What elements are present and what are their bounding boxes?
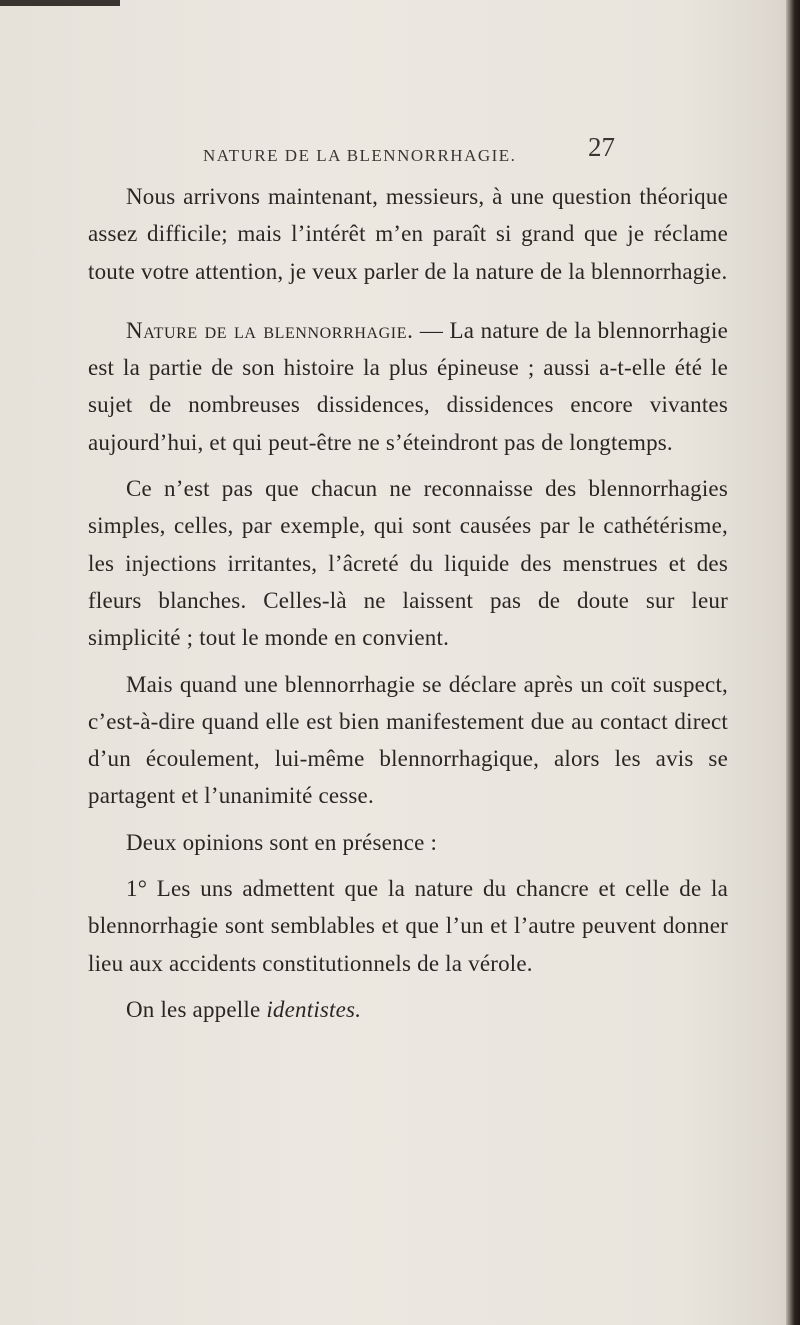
page-number: 27 bbox=[588, 132, 615, 162]
paragraph-section-nature bbox=[88, 312, 728, 461]
identistes-term: identistes. bbox=[266, 996, 362, 1022]
paragraph-two-opinions: Deux opinions sont en présence : bbox=[126, 829, 438, 855]
page-top-edge-shadow bbox=[0, 0, 120, 6]
paragraph-identistes bbox=[88, 991, 728, 1028]
paragraph-first-opinion: 1° Les uns admettent que la nature du chancre et celle de la blennorrhagie sont semblables et que l’un et l’autre peuvent donner lieu aux accidents constitutionnels de la vérole. bbox=[88, 876, 728, 976]
section-heading: Nature de la blennorrhagie. bbox=[126, 317, 414, 343]
paragraph-suspect-cases: Mais quand une blennorrhagie se déclare après un coït suspect, c’est-à-dire quand elle est bien manifestement due au contact direct d’un écoulement, lui-même blennorrhagique, alors les avis se partagent et l’unanimité cesse. bbox=[88, 671, 728, 809]
body-text bbox=[88, 178, 728, 1028]
paragraph-intro: Nous arrivons maintenant, messieurs, à une question théorique assez difficile; mais l’intérêt m’en paraît si grand que je réclame toute votre attention, je veux parler de la nature de la blennorrhagie. bbox=[88, 184, 728, 284]
section-text: — La nature de la blennorrhagie est la partie de son histoire la plus épineuse ; aussi a-t-elle été le sujet de nombreuses dissidences, dissidences encore vivantes aujourd’hui, et qui peut-être ne s’éteindront pas de longtemps. bbox=[88, 317, 729, 455]
identistes-lead: On les appelle bbox=[126, 996, 267, 1022]
running-head: NATURE DE LA BLENNORRHAGIE. bbox=[203, 146, 517, 165]
paragraph-simple-cases: Ce n’est pas que chacun ne reconnaisse des blennorrhagies simples, celles, par exemple, qui sont causées par le cathétérisme, les injections irritantes, l’âcreté du liquide des menstrues et des fleurs blanches. Celles-là ne laissent pas de doute sur leur simplicité ; tout le monde en convient. bbox=[88, 476, 728, 651]
book-spine-edge bbox=[786, 0, 800, 1325]
